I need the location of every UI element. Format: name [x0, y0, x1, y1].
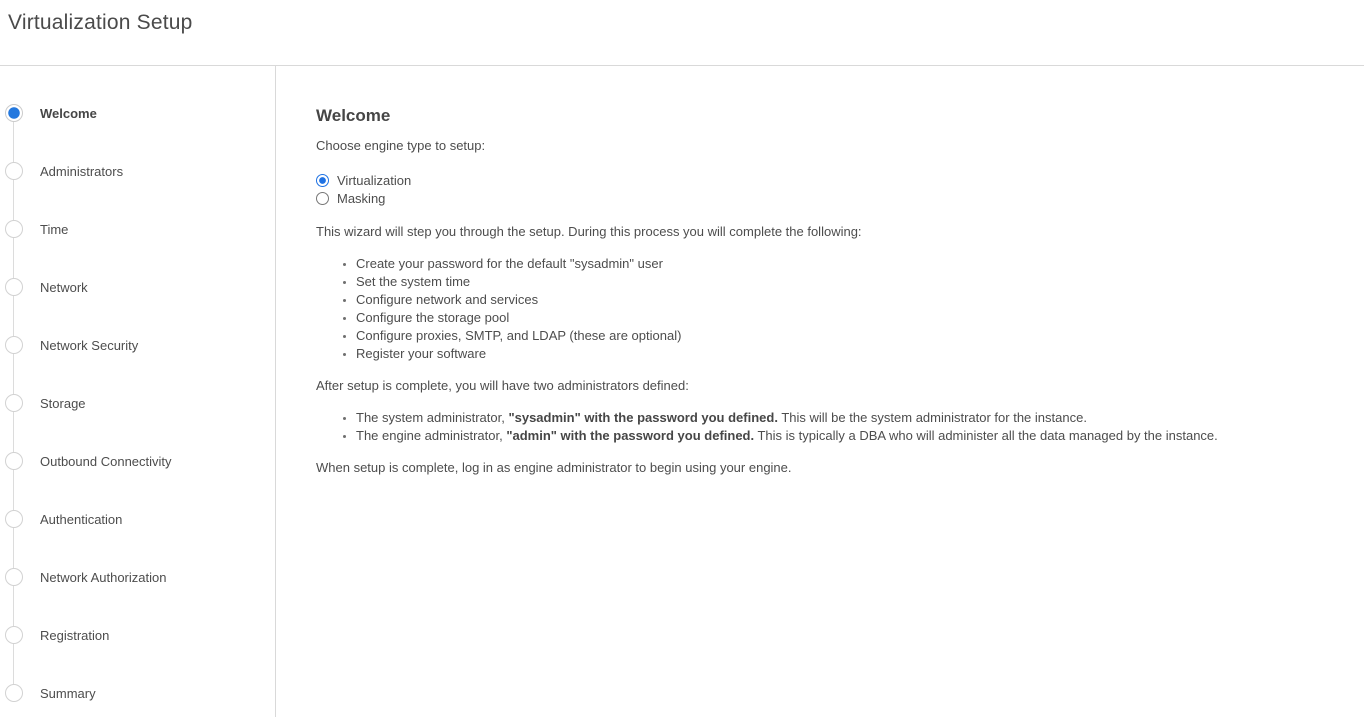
step-radio-icon	[5, 278, 23, 296]
admin-bold: "admin" with the password you defined.	[506, 428, 754, 443]
step-label: Network	[40, 280, 88, 295]
sidebar-step-outbound-connectivity[interactable]	[0, 432, 275, 490]
setup-stepper-sidebar	[0, 66, 276, 717]
content-heading: Welcome	[316, 106, 1340, 126]
sidebar-step-time[interactable]	[0, 200, 275, 258]
step-radio-icon	[5, 568, 23, 586]
step-label: Outbound Connectivity	[40, 454, 172, 469]
list-item	[356, 427, 1340, 445]
sidebar-step-summary[interactable]	[0, 664, 275, 722]
administrator-list	[316, 409, 1340, 445]
sidebar-step-administrators[interactable]	[0, 142, 275, 200]
radio-button-icon[interactable]	[316, 174, 329, 187]
list-item: • Register your software	[356, 345, 1340, 363]
step-label: Authentication	[40, 512, 122, 527]
step-label: Welcome	[40, 106, 97, 121]
admin-prefix: The engine administrator,	[356, 428, 506, 443]
step-label: Registration	[40, 628, 109, 643]
app-header	[0, 0, 1364, 66]
step-label: Network Security	[40, 338, 138, 353]
radio-virtualization[interactable]	[316, 171, 1340, 189]
step-label: Summary	[40, 686, 96, 701]
radio-label: Virtualization	[337, 173, 411, 188]
sidebar-step-welcome[interactable]	[0, 84, 275, 142]
closing-text: When setup is complete, log in as engine administrator to begin using your engine.	[316, 459, 1340, 477]
stepper	[0, 84, 275, 722]
step-radio-icon	[5, 220, 23, 238]
step-radio-icon	[5, 684, 23, 702]
step-radio-icon	[5, 510, 23, 528]
step-label: Storage	[40, 396, 86, 411]
step-radio-icon	[5, 626, 23, 644]
list-item: • Configure network and services	[356, 291, 1340, 309]
list-item	[356, 409, 1340, 427]
admin-suffix: This is typically a DBA who will administer all the data managed by the instance.	[754, 428, 1218, 443]
step-radio-icon	[5, 452, 23, 470]
list-item: • Create your password for the default "sysadmin" user	[356, 255, 1340, 273]
page-title: Virtualization Setup	[8, 11, 193, 35]
list-item: • Configure proxies, SMTP, and LDAP (these are optional)	[356, 327, 1340, 345]
step-radio-icon	[5, 394, 23, 412]
sidebar-step-registration[interactable]	[0, 606, 275, 664]
sidebar-step-authentication[interactable]	[0, 490, 275, 548]
step-radio-icon	[5, 104, 23, 122]
wizard-intro-text: This wizard will step you through the setup. During this process you will complete the following:	[316, 223, 1340, 241]
setup-task-list	[316, 255, 1340, 363]
step-label: Network Authorization	[40, 570, 166, 585]
engine-type-radio-group	[316, 171, 1340, 207]
step-label: Administrators	[40, 164, 123, 179]
admin-prefix: The system administrator,	[356, 410, 508, 425]
main-content	[316, 106, 1340, 491]
radio-button-icon[interactable]	[316, 192, 329, 205]
radio-label: Masking	[337, 191, 385, 206]
choose-engine-label: Choose engine type to setup:	[316, 137, 1340, 155]
step-label: Time	[40, 222, 68, 237]
sidebar-step-network[interactable]	[0, 258, 275, 316]
list-item: • Set the system time	[356, 273, 1340, 291]
list-item: • Configure the storage pool	[356, 309, 1340, 327]
radio-masking[interactable]	[316, 189, 1340, 207]
step-radio-icon	[5, 162, 23, 180]
admin-suffix: This will be the system administrator for the instance.	[778, 410, 1087, 425]
admins-intro-text: After setup is complete, you will have two administrators defined:	[316, 377, 1340, 395]
sidebar-step-network-authorization[interactable]	[0, 548, 275, 606]
sidebar-step-storage[interactable]	[0, 374, 275, 432]
step-radio-icon	[5, 336, 23, 354]
sidebar-step-network-security[interactable]	[0, 316, 275, 374]
admin-bold: "sysadmin" with the password you defined.	[508, 410, 777, 425]
